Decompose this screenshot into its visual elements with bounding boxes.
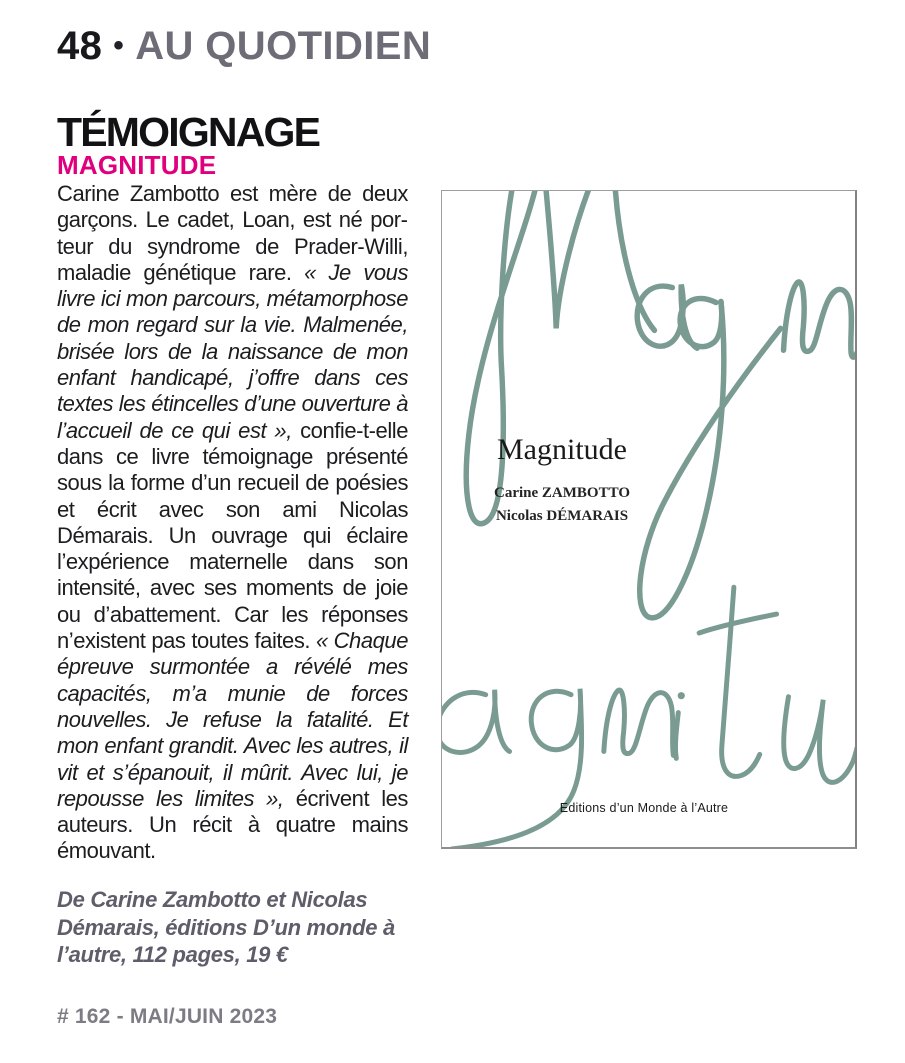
cover-author: Nicolas DÉMARAIS bbox=[495, 508, 629, 524]
body-segment-quote: « Chaque épreuve surmontée a révélé mes capacités, m’a munie de forces nouvelles. Je refuse la fatalité. Et mon enfant grandit. Avec les autres, il vit et s’épanouit, il mûrit. Avec lui, je repousse les limites », bbox=[57, 628, 408, 811]
page-number: 48 bbox=[57, 24, 103, 68]
article-kicker: TÉMOIGNAGE bbox=[57, 109, 320, 155]
cover-title: Magnitude bbox=[497, 433, 627, 466]
article-title: MAGNITUDE bbox=[57, 150, 217, 180]
body-segment: écrivent les auteurs. Un récit à quatre mains émouvant. bbox=[57, 785, 408, 864]
body-segment: confie-t-elle dans ce livre témoignage présenté sous la forme d’un recueil de poésies et écrit avec son ami Nicolas Démarais. Un ouvrage qui éclaire l’expérience maternelle dans son intensité, avec ses moments de joie ou d’abattement. Car les réponses n’existent pas toutes faites. bbox=[57, 417, 408, 654]
body-segment: Carine Zambotto est mère de deux garçons. Le cadet, Loan, est né porteur du syndrome de Prader-Willi, maladie génétique rare. bbox=[57, 181, 408, 285]
script-magn-decoration bbox=[466, 191, 855, 618]
cover-author: Carine ZAMBOTTO bbox=[494, 485, 630, 501]
cover-publisher: Editions d’un Monde à l’Autre bbox=[559, 801, 729, 815]
article-credit: De Carine Zambotto et Nicolas Démarais, éditions D’un monde à l’autre, 112 pages, 19 € bbox=[57, 887, 395, 967]
bullet-separator: • bbox=[113, 29, 125, 62]
body-segment-quote: « Je vous livre ici mon parcours, métamorphose de mon regard sur la vie. Malmenée, brisée lors de la naissance de mon enfant handicapé, j’offre dans ces textes les étincelles d’une ouverture à l’accueil de ce qui est », bbox=[57, 259, 408, 443]
book-cover bbox=[441, 190, 857, 849]
page-header bbox=[57, 24, 431, 69]
article-body bbox=[57, 181, 408, 865]
cover-authors bbox=[460, 482, 664, 528]
issue-label: # 162 - MAI/JUIN 2023 bbox=[57, 1005, 278, 1028]
section-title: AU QUOTIDIEN bbox=[135, 24, 432, 68]
